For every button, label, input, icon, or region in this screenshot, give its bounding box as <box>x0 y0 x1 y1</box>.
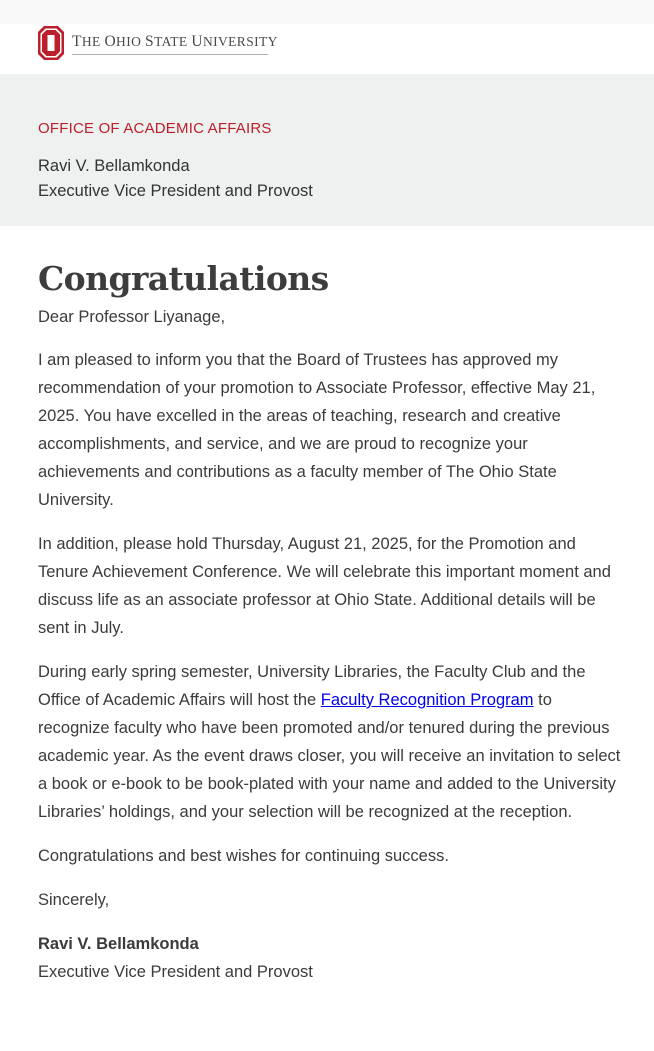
top-strip <box>0 0 654 24</box>
salutation: Dear Professor Liyanage, <box>38 308 226 326</box>
letter-body <box>0 226 654 986</box>
letter-headline: Congratulations <box>38 259 329 298</box>
university-header <box>0 24 654 74</box>
closing: Sincerely, <box>38 891 110 909</box>
block-o-logo-icon[interactable] <box>38 26 64 60</box>
signature-title: Executive Vice President and Provost <box>38 963 313 981</box>
paragraph-promotion: I am pleased to inform you that the Board of Trustees has approved my recommendation of your promotion to Associate Professor, effective May 21, 2025. You have excelled in the areas of teaching, research and creative accomplishments, and service, and we are proud to recognize your achievements and contributions as a faculty member of The Ohio State University. <box>38 351 596 509</box>
paragraph-recognition-text-after: to recognize faculty who have been promoted and/or tenured during the previous academic year. As the event draws closer, you will receive an invitation to select a book or e-book to be book-plated with your name and added to the University Libraries’ holdings, and your selection will be recognized at the reception. <box>38 691 621 821</box>
paragraph-recognition-text-before: During early spring semester, University Libraries, the Faculty Club and the Office of Academic Affairs will host the <box>38 663 586 709</box>
faculty-recognition-program-link[interactable]: Faculty Recognition Program <box>320 691 534 709</box>
paragraph-conference: In addition, please hold Thursday, August 21, 2025, for the Promotion and Tenure Achievement Conference. We will celebrate this important moment and discuss life as an associate professor at Ohio State. Additional details will be sent in July. <box>38 535 611 637</box>
paragraph-recognition <box>38 658 624 826</box>
signature-name: Ravi V. Bellamkonda <box>38 935 199 953</box>
office-title: OFFICE OF ACADEMIC AFFAIRS <box>38 120 272 137</box>
university-wordmark[interactable] <box>72 33 278 55</box>
wordmark-underline <box>72 54 268 55</box>
office-banner <box>0 74 654 226</box>
paragraph-wishes: Congratulations and best wishes for continuing success. <box>38 847 449 865</box>
university-name: THE OHIO STATE UNIVERSITY <box>72 33 278 50</box>
office-person-name: Ravi V. Bellamkonda <box>38 157 190 175</box>
office-person-position: Executive Vice President and Provost <box>38 182 313 200</box>
